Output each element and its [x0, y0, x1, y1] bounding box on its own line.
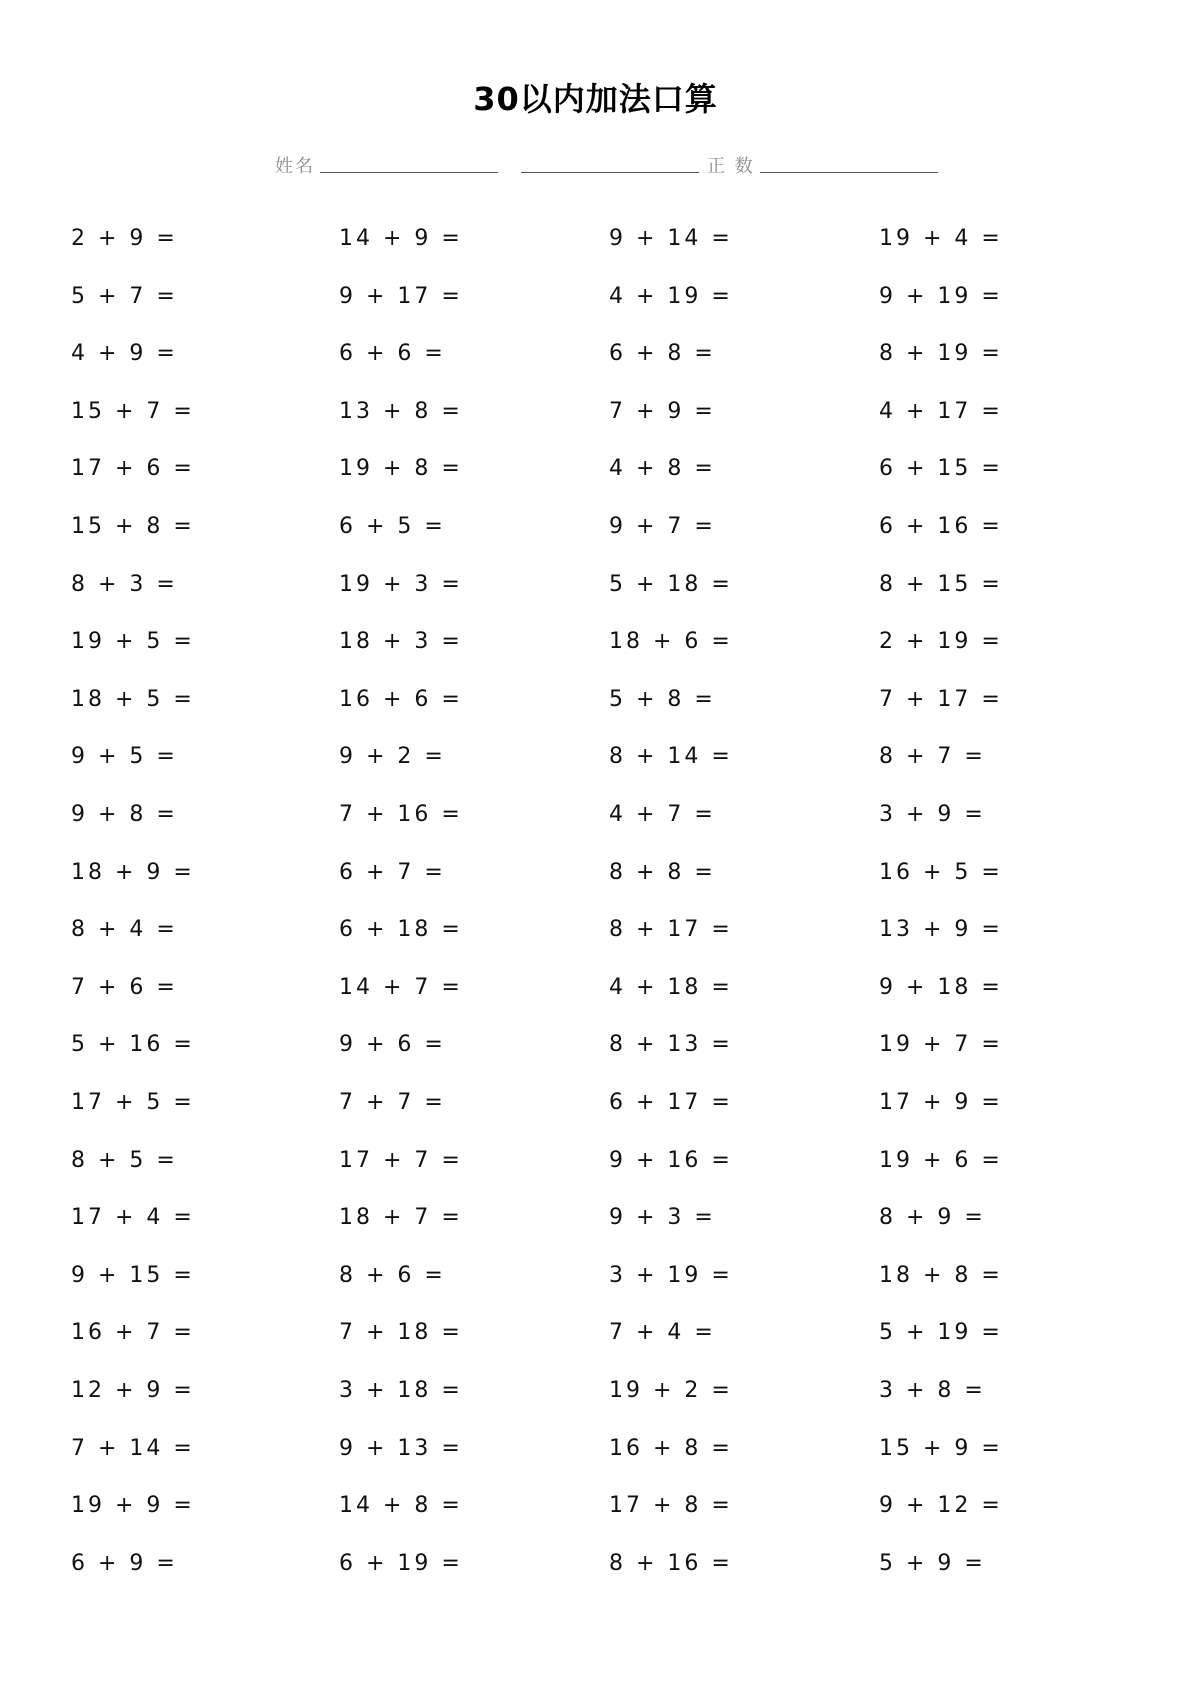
problem-item: 7 + 9 = [609, 398, 716, 424]
problem-item: 4 + 18 = [609, 974, 733, 1000]
problem-item: 13 + 9 = [879, 917, 1003, 943]
problem-item: 15 + 7 = [71, 398, 195, 424]
problem-item: 9 + 2 = [339, 744, 446, 770]
problem-item: 16 + 7 = [71, 1320, 195, 1346]
problem-item: 4 + 19 = [609, 283, 733, 309]
problem-item: 16 + 6 = [339, 686, 463, 712]
problem-item: 15 + 8 = [71, 514, 195, 539]
problem-item: 8 + 5 = [71, 1147, 178, 1173]
problem-item: 19 + 6 = [879, 1147, 1003, 1173]
problem-item: 16 + 5 = [879, 859, 1003, 885]
problem-item: 7 + 18 = [339, 1320, 463, 1346]
problem-item: 9 + 12 = [879, 1493, 1003, 1519]
problem-item: 4 + 7 = [609, 802, 716, 827]
problem-item: 6 + 18 = [339, 917, 463, 943]
problem-item: 12 + 9 = [71, 1378, 195, 1403]
problem-item: 9 + 7 = [609, 514, 716, 539]
name-label: 姓名 [275, 156, 315, 177]
problem-item: 6 + 16 = [879, 514, 1003, 539]
problem-item: 8 + 3 = [71, 571, 178, 597]
problem-item: 8 + 16 = [609, 1550, 733, 1576]
score-label: 正 数 [707, 156, 755, 177]
problem-item: 9 + 18 = [879, 974, 1003, 1000]
problem-item: 9 + 15 = [71, 1262, 195, 1288]
problem-item: 15 + 9 = [879, 1435, 1003, 1461]
problem-item: 18 + 9 = [71, 859, 195, 885]
problem-item: 6 + 8 = [609, 341, 716, 367]
problem-item: 9 + 13 = [339, 1435, 463, 1461]
problem-item: 9 + 6 = [339, 1032, 446, 1058]
problem-item: 19 + 8 = [339, 456, 463, 482]
page-title: 30以内加法口算 [473, 80, 718, 118]
problem-item: 19 + 4 = [879, 226, 1003, 251]
problem-item: 8 + 17 = [609, 917, 733, 943]
problem-item: 7 + 4 = [609, 1320, 716, 1346]
problem-item: 3 + 8 = [879, 1378, 986, 1403]
problem-item: 2 + 9 = [71, 226, 178, 251]
problem-item: 9 + 8 = [71, 802, 178, 827]
problem-item: 8 + 13 = [609, 1032, 733, 1058]
problem-item: 9 + 17 = [339, 283, 463, 309]
problem-item: 6 + 6 = [339, 341, 446, 367]
problem-item: 8 + 4 = [71, 917, 178, 943]
problem-item: 7 + 17 = [879, 686, 1003, 712]
problem-item: 6 + 19 = [339, 1550, 463, 1576]
problem-item: 4 + 9 = [71, 341, 178, 367]
problem-item: 9 + 14 = [609, 226, 733, 251]
problem-item: 8 + 6 = [339, 1262, 446, 1288]
problem-item: 9 + 3 = [609, 1205, 716, 1231]
problem-item: 5 + 7 = [71, 283, 178, 309]
problem-item: 8 + 19 = [879, 341, 1003, 367]
problem-item: 19 + 7 = [879, 1032, 1003, 1058]
problem-item: 4 + 17 = [879, 398, 1003, 424]
problem-item: 18 + 6 = [609, 629, 733, 655]
problem-item: 19 + 5 = [71, 629, 195, 655]
problem-item: 16 + 8 = [609, 1435, 733, 1461]
problem-item: 5 + 9 = [879, 1550, 986, 1576]
problem-item: 3 + 19 = [609, 1262, 733, 1288]
problem-item: 8 + 8 = [609, 859, 716, 885]
problem-item: 5 + 16 = [71, 1032, 195, 1058]
problem-item: 17 + 7 = [339, 1147, 463, 1173]
problem-item: 9 + 19 = [879, 283, 1003, 309]
problem-item: 6 + 7 = [339, 859, 446, 885]
problem-item: 7 + 7 = [339, 1090, 446, 1115]
problem-item: 17 + 6 = [71, 456, 195, 482]
problem-item: 3 + 9 = [879, 802, 986, 827]
problem-item: 8 + 9 = [879, 1205, 986, 1231]
problem-item: 19 + 2 = [609, 1378, 733, 1403]
problem-item: 6 + 5 = [339, 514, 446, 539]
problem-item: 7 + 16 = [339, 802, 463, 827]
problem-item: 5 + 19 = [879, 1320, 1003, 1346]
problem-item: 18 + 3 = [339, 629, 463, 655]
problem-item: 19 + 3 = [339, 571, 463, 597]
problem-item: 6 + 15 = [879, 456, 1003, 482]
problem-item: 18 + 8 = [879, 1262, 1003, 1288]
problem-item: 8 + 14 = [609, 744, 733, 770]
problem-item: 6 + 17 = [609, 1090, 733, 1115]
problem-item: 5 + 8 = [609, 686, 716, 712]
problem-item: 8 + 7 = [879, 744, 986, 770]
problem-item: 3 + 18 = [339, 1378, 463, 1403]
problem-item: 2 + 19 = [879, 629, 1003, 655]
problem-item: 8 + 15 = [879, 571, 1003, 597]
problem-item: 14 + 8 = [339, 1493, 463, 1519]
problem-item: 9 + 5 = [71, 744, 178, 770]
problem-item: 18 + 7 = [339, 1205, 463, 1231]
problem-item: 18 + 5 = [71, 686, 195, 712]
problem-item: 5 + 18 = [609, 571, 733, 597]
problem-item: 17 + 9 = [879, 1090, 1003, 1115]
problem-item: 7 + 14 = [71, 1435, 195, 1461]
problem-item: 6 + 9 = [71, 1550, 178, 1576]
problem-item: 7 + 6 = [71, 974, 178, 1000]
problem-item: 4 + 8 = [609, 456, 716, 482]
problem-item: 17 + 4 = [71, 1205, 195, 1231]
problem-item: 14 + 7 = [339, 974, 463, 1000]
problem-item: 13 + 8 = [339, 398, 463, 424]
problem-item: 19 + 9 = [71, 1493, 195, 1519]
problem-item: 9 + 16 = [609, 1147, 733, 1173]
problem-item: 14 + 9 = [339, 226, 463, 251]
problem-item: 17 + 5 = [71, 1090, 195, 1115]
problem-item: 17 + 8 = [609, 1493, 733, 1519]
